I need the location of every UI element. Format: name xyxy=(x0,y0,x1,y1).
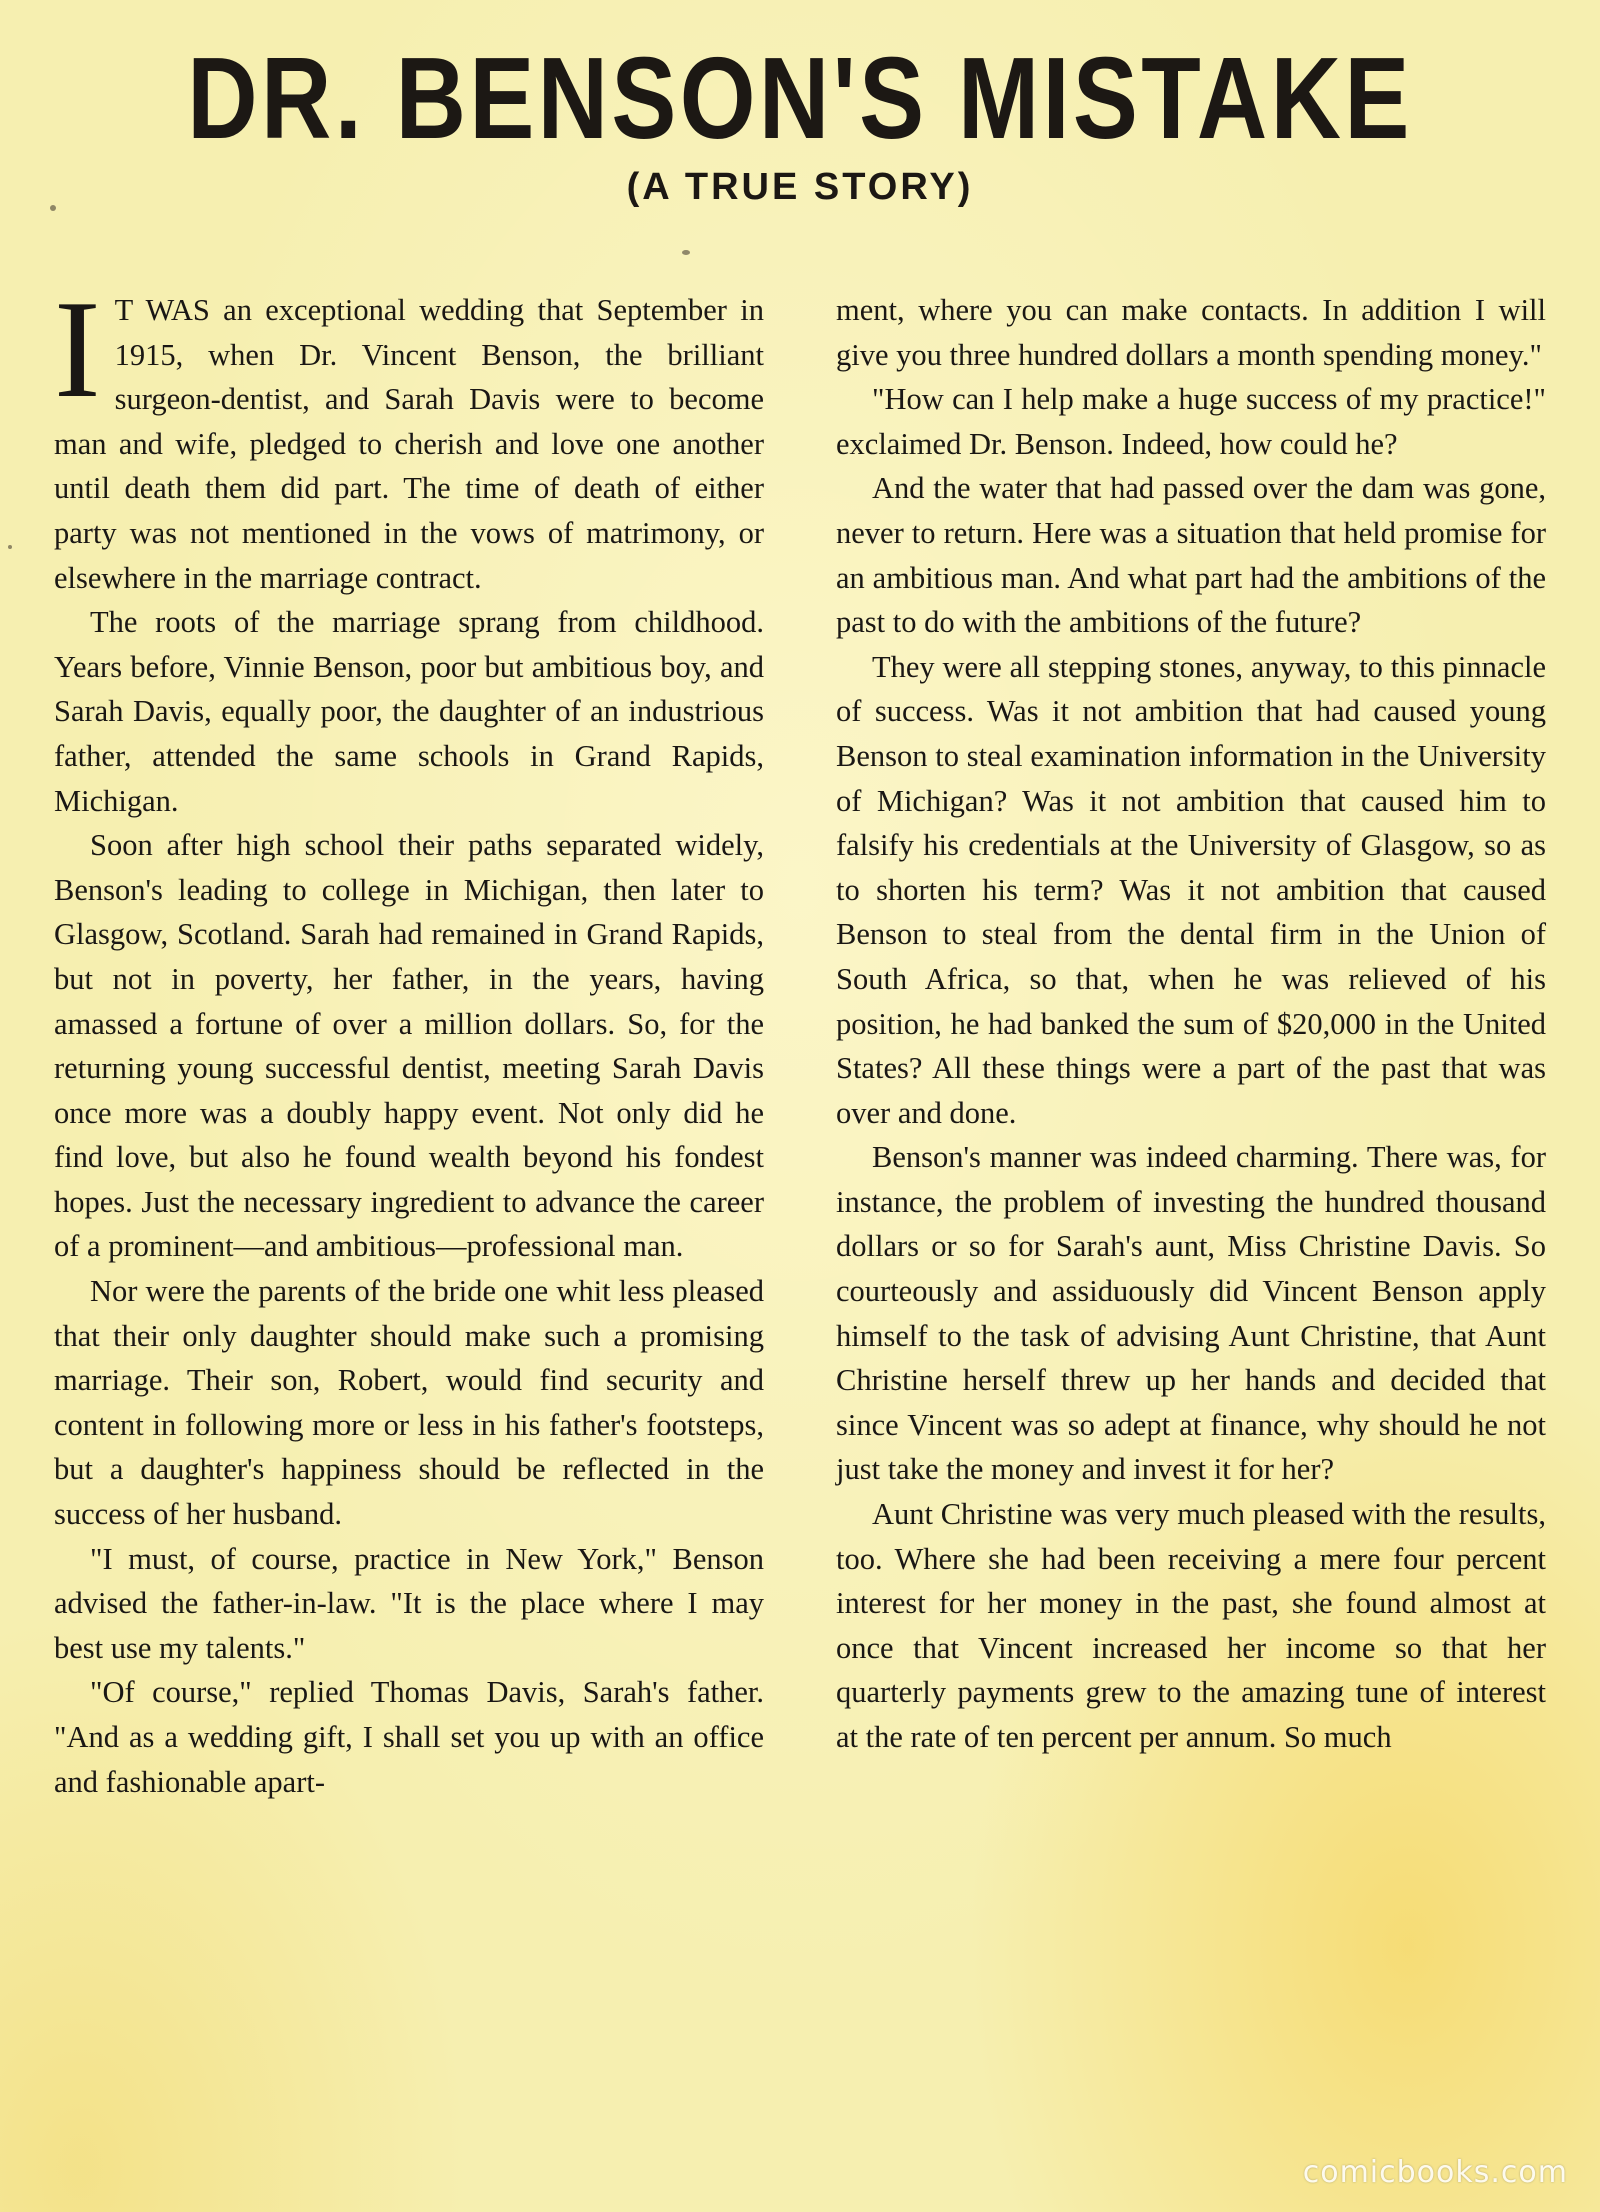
paragraph: Soon after high school their paths separated widely, Benson's leading to college in Michigan, then later to Glasgow, Scotland. Sarah had remained in Grand Rapids, but not in poverty, her father, in the years, having amassed a fortune of over a million dollars. So, for the returning young successful dentist, meeting Sarah Davis once more was a doubly happy event. Not only did he find love, but also he found wealth beyond his fondest hopes. Just the necessary ingredient to advance the career of a prominent—and ambitious—professional man. xyxy=(54,828,764,1264)
paragraph xyxy=(54,272,764,600)
story-title: DR. BENSON'S MISTAKE xyxy=(187,33,1413,163)
paragraph: "Of course," replied Thomas Davis, Sarah's father. "And as a wedding gift, I shall set you up with an office and fashionable apart- xyxy=(54,1675,764,1799)
ink-speck xyxy=(682,250,690,255)
paragraph: "I must, of course, practice in New York," Benson advised the father-in-law. "It is the place where I may best use my talents." xyxy=(54,1541,764,1665)
drop-cap: I xyxy=(54,272,101,427)
story-subtitle: (A TRUE STORY) xyxy=(626,166,974,208)
paragraph: ment, where you can make contacts. In addition I will give you three hundred dollars a month spending money." xyxy=(836,293,1546,372)
paragraph: "How can I help make a huge success of my practice!" exclaimed Dr. Benson. Indeed, how could he? xyxy=(836,382,1546,461)
paragraph: Benson's manner was indeed charming. There was, for instance, the problem of investing the hundred thousand dollars or so for Sarah's aunt, Miss Christine Davis. So courteously and assiduously did Vincent Benson apply himself to the task of advising Aunt Christine, that Aunt Christine herself threw up her hands and decided that since Vincent was so adept at finance, why should he not just take the money and invest it for her? xyxy=(836,1140,1546,1487)
ink-speck xyxy=(50,205,56,211)
site-watermark: comicbooks.com xyxy=(1302,2155,1568,2190)
paragraph: They were all stepping stones, anyway, to this pinnacle of success. Was it not ambition that had caused young Benson to steal examination information in the University of Michigan? Was it not ambition that caused him to falsify his credentials at the University of Glasgow, so as to shorten his term? Was it not ambition that caused Benson to steal from the dental firm in the Union of South Africa, so that, when he was relieved of his position, he had banked the sum of $20,000 in the United States? All these things were a part of the past that was over and done. xyxy=(836,649,1546,1130)
paragraph: Aunt Christine was very much pleased with the results, too. Where she had been receiving a mere four percent interest for her money in the past, she found almost at once that Vincent increased her income so that her quarterly payments grew to the amazing tune of interest at the rate of ten percent per annum. So much xyxy=(836,1497,1546,1754)
paragraph: And the water that had passed over the dam was gone, never to return. Here was a situation that held promise for an ambitious man. And what part had the ambitions of the past to do with the ambitions of the future? xyxy=(836,471,1546,640)
right-column xyxy=(836,288,1546,1760)
ink-speck xyxy=(8,545,12,549)
left-column xyxy=(54,272,764,1804)
paragraph: The roots of the marriage sprang from childhood. Years before, Vinnie Benson, poor but ambitious boy, and Sarah Davis, equally poor, the daughter of an industrious father, attended the same schools in Grand Rapids, Michigan. xyxy=(54,605,764,818)
paragraph: Nor were the parents of the bride one whit less pleased that their only daughter should make such a promising marriage. Their son, Robert, would find security and content in following more or less in his father's footsteps, but a daughter's happiness should be reflected in the success of her husband. xyxy=(54,1274,764,1532)
paragraph-text: T WAS an exceptional wedding that September in 1915, when Dr. Vincent Benson, the brilliant surgeon-dentist, and Sarah Davis were to become man and wife, pledged to cherish and love one another until death them did part. The time of death of either party was not mentioned in the vows of matrimony, or elsewhere in the marriage contract. xyxy=(54,293,764,595)
